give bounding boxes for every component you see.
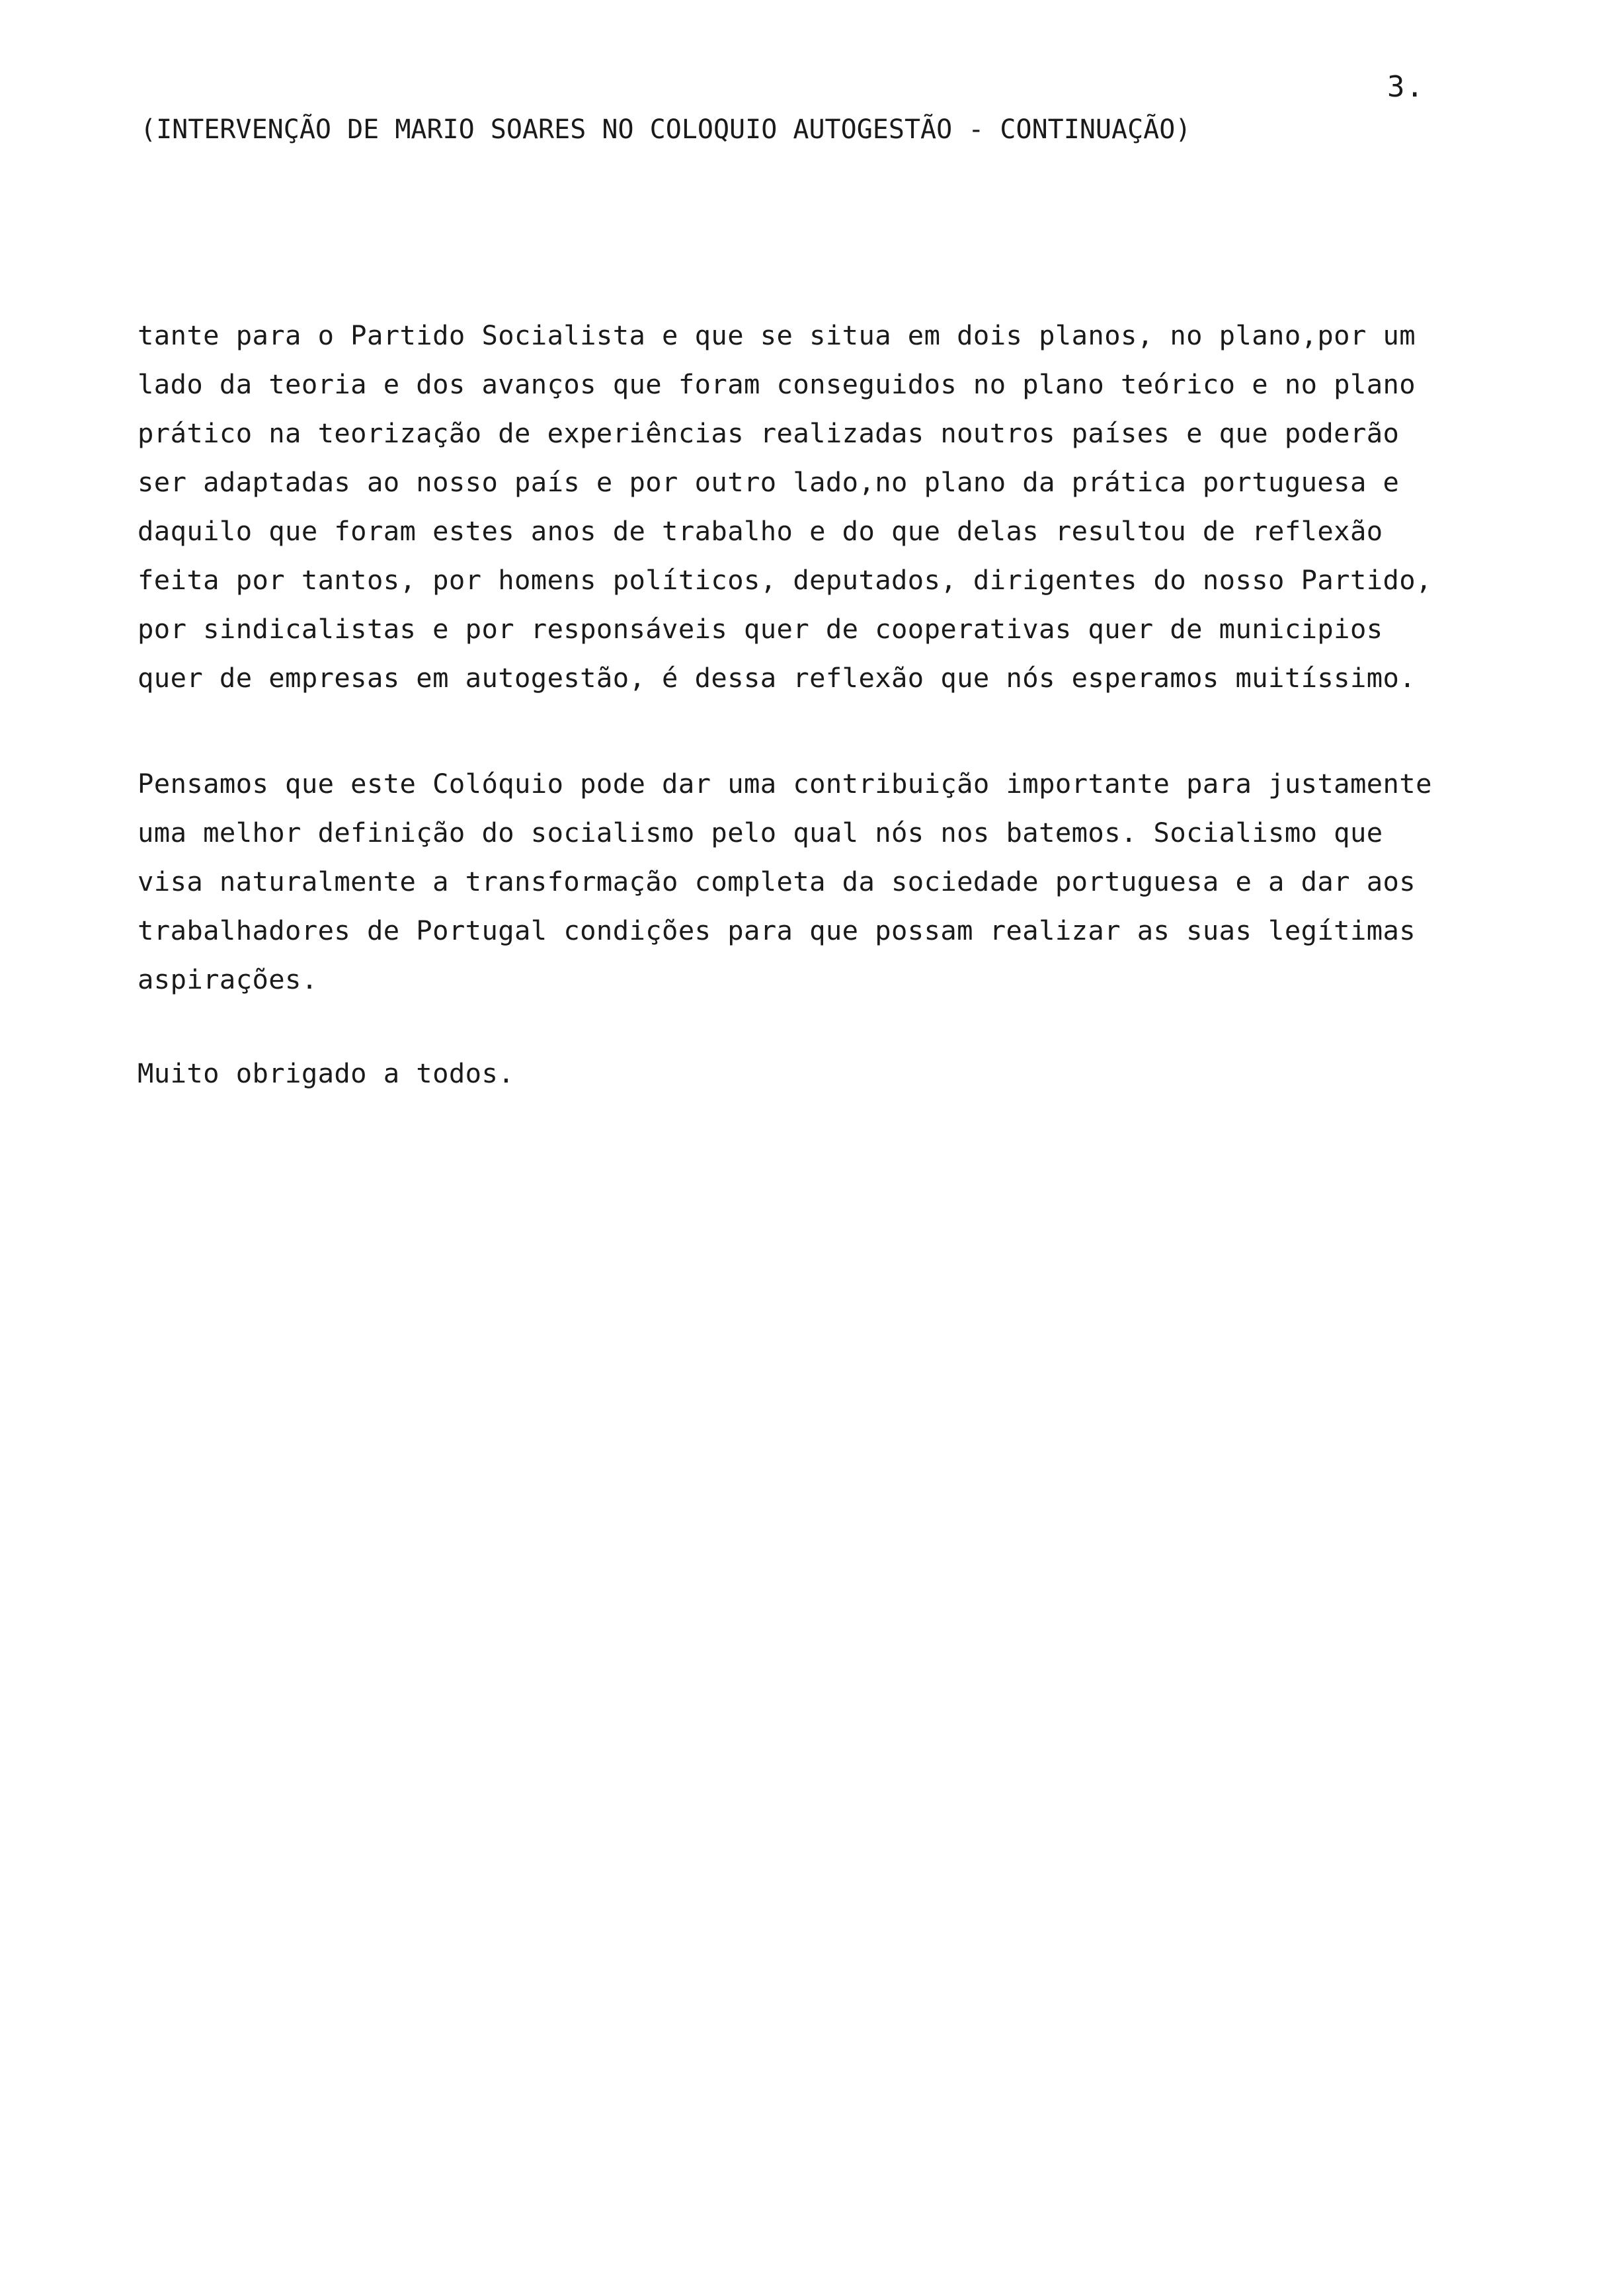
paragraph-line: aspirações. [138, 964, 318, 995]
paragraph-line: por sindicalistas e por responsáveis quer de cooperativas quer de municipios [138, 613, 1383, 645]
paragraph-line: ser adaptadas ao nosso país e por outro lado,no plano da prática portuguesa e [138, 466, 1400, 498]
paragraph-line: feita por tantos, por homens políticos, deputados, dirigentes do nosso Partido, [138, 564, 1432, 596]
paragraph-line: uma melhor definição do socialismo pelo qual nós nos batemos. Socialismo que [138, 817, 1383, 848]
document-header-title: (INTERVENÇÃO DE MARIO SOARES NO COLOQUIO AUTOGESTÃO - CONTINUAÇÃO) [140, 114, 1191, 145]
paragraph-line: trabalhadores de Portugal condições para que possam realizar as suas legítimas [138, 915, 1416, 946]
paragraph-line: prático na teorização de experiências realizadas noutros países e que poderão [138, 417, 1400, 449]
paragraph-line: visa naturalmente a transformação completa da sociedade portuguesa e a dar aos [138, 866, 1416, 897]
closing-line [138, 1049, 1473, 1098]
paragraph-line: daquilo que foram estes anos de trabalho e do que delas resultou de reflexão [138, 515, 1383, 547]
paragraph-line: lado da teoria e dos avanços que foram conseguidos no plano teórico e no plano [138, 368, 1416, 400]
paragraph-line: Pensamos que este Colóquio pode dar uma contribuição importante para justamente [138, 768, 1432, 800]
paragraph-2 [138, 759, 1473, 1004]
paragraph-line: tante para o Partido Socialista e que se situa em dois planos, no plano,por um [138, 319, 1416, 351]
paragraph-line: quer de empresas em autogestão, é dessa reflexão que nós esperamos muitíssimo. [138, 662, 1416, 694]
paragraph-1 [138, 311, 1473, 702]
closing-text: Muito obrigado a todos. [138, 1057, 515, 1089]
page-number: 3. [1387, 70, 1425, 104]
